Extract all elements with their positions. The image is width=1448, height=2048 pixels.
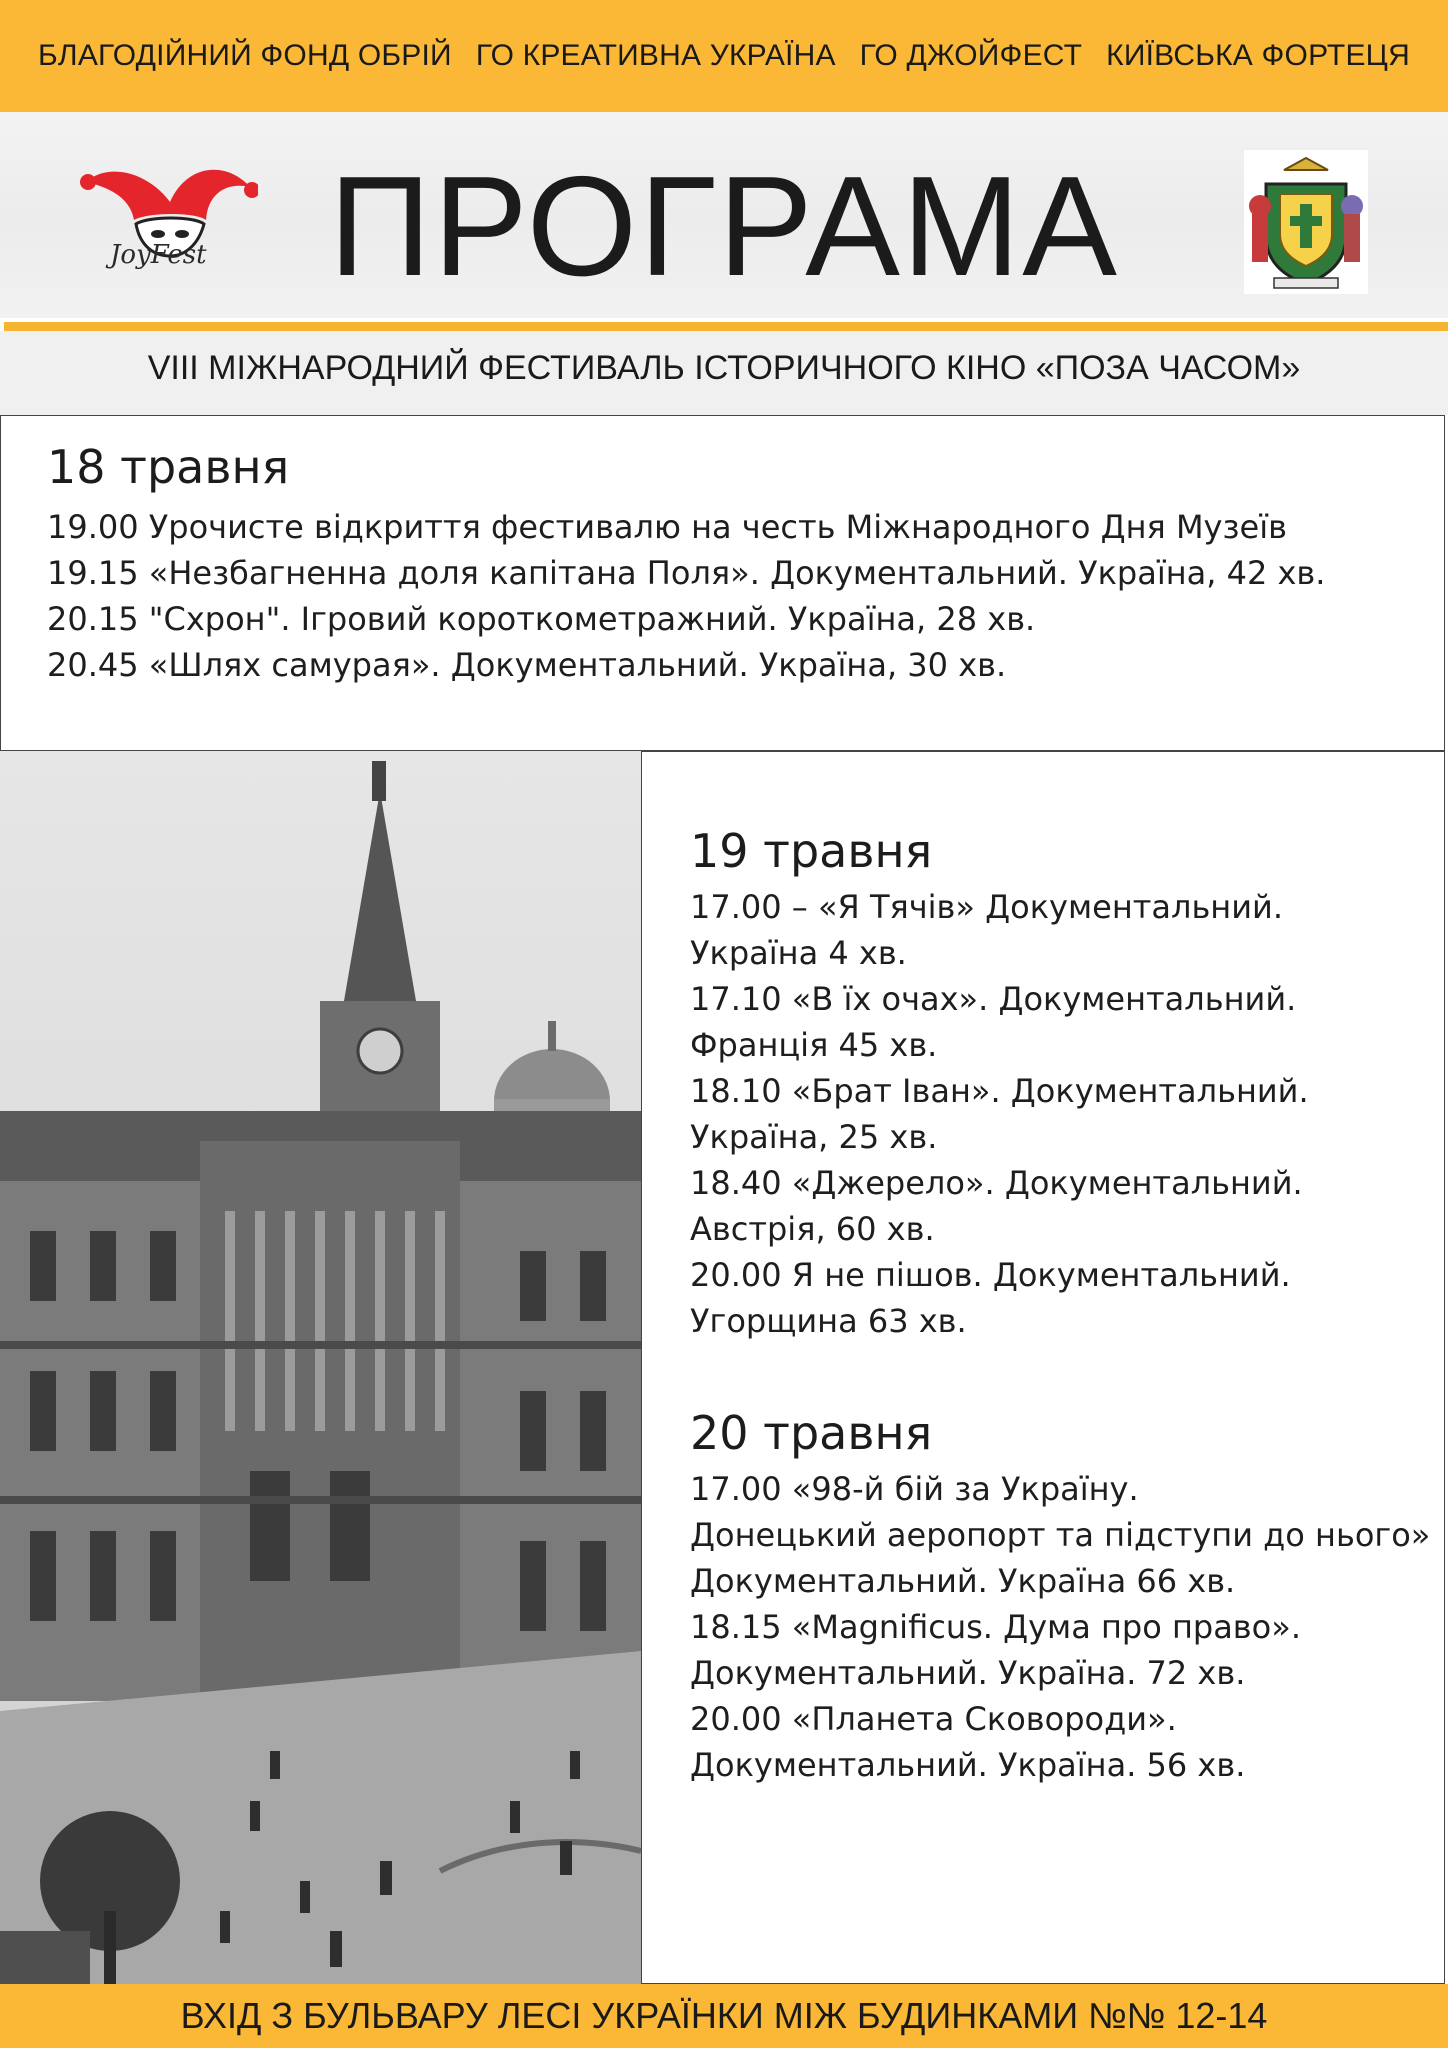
- historic-building-photo: [0, 751, 641, 1984]
- day-heading: 20 травня: [690, 1406, 933, 1460]
- event-line: 20.00 «Планета Сковороди».: [690, 1700, 1177, 1738]
- event-line: 18.10 «Брат Іван». Документальний.: [690, 1072, 1309, 1110]
- header: [0, 112, 1448, 318]
- org-joyfest: ГО ДЖОЙФЕСТ: [859, 39, 1083, 72]
- event-line: Україна, 25 хв.: [690, 1118, 938, 1156]
- event-list: [47, 504, 1325, 688]
- festival-subheader: [0, 331, 1448, 415]
- event-line: Франція 45 хв.: [690, 1026, 938, 1064]
- header-divider: [4, 322, 1448, 331]
- event-line: Документальний. Україна. 72 хв.: [690, 1654, 1246, 1692]
- event-line: Документальний. Україна 66 хв.: [690, 1562, 1236, 1600]
- event-line: 20.00 Я не пішов. Документальний.: [690, 1256, 1291, 1294]
- event-line: 20.15 "Схрон". Ігровий короткометражний. Україна, 28 хв.: [47, 600, 1036, 638]
- org-kyiv-fortress: КИЇВСЬКА ФОРТЕЦЯ: [1106, 39, 1410, 72]
- schedule-days-19-20: [641, 751, 1445, 1984]
- org-obriy: БЛАГОДІЙНИЙ ФОНД ОБРІЙ: [38, 39, 452, 72]
- event-line: 18.40 «Джерело». Документальний.: [690, 1164, 1303, 1202]
- page-title: ПРОГРАМА: [329, 147, 1119, 306]
- event-line: 17.00 – «Я Тячів» Документальний.: [690, 888, 1283, 926]
- coat-of-arms-icon: [1244, 150, 1368, 294]
- entrance-info-bar: [0, 1984, 1448, 2048]
- festival-subtitle: VIII МІЖНАРОДНИЙ ФЕСТИВАЛЬ ІСТОРИЧНОГО КІНО «ПОЗА ЧАСОМ»: [147, 349, 1301, 387]
- event-line: 19.00 Урочисте відкриття фестивалю на честь Міжнародного Дня Музеїв: [47, 508, 1287, 546]
- event-line: 17.10 «В їх очах». Документальний.: [690, 980, 1297, 1018]
- event-line: 17.00 «98-й бій за Україну.: [690, 1470, 1139, 1508]
- kyiv-fortress-crest: [1244, 150, 1368, 294]
- day-heading: 18 травня: [47, 440, 290, 494]
- entrance-info-text: ВХІД З БУЛЬВАРУ ЛЕСІ УКРАЇНКИ МІЖ БУДИНКАМИ №№ 12-14: [180, 1995, 1268, 2036]
- event-line: 19.15 «Незбагненна доля капітана Поля». Документальний. Україна, 42 хв.: [47, 554, 1326, 592]
- event-line: 20.45 «Шлях самурая». Документальний. Україна, 30 хв.: [47, 646, 1007, 684]
- org-creative-ukraine: ГО КРЕАТИВНА УКРАЇНА: [475, 39, 836, 72]
- event-line: Донецький аеропорт та підступи до нього»: [690, 1516, 1431, 1554]
- joyfest-logo-text: JoyFest: [110, 240, 207, 270]
- event-list: [690, 1466, 1430, 1788]
- event-line: Угорщина 63 хв.: [690, 1302, 967, 1340]
- event-list: [690, 884, 1309, 1344]
- event-line: Австрія, 60 хв.: [690, 1210, 935, 1248]
- event-line: Україна 4 хв.: [690, 934, 907, 972]
- event-line: Документальний. Україна. 56 хв.: [690, 1746, 1246, 1784]
- organizers-bar: [0, 0, 1448, 112]
- schedule-day-18: [0, 415, 1445, 751]
- event-line: 18.15 «Magnificus. Дума про право».: [690, 1608, 1301, 1646]
- day-heading: 19 травня: [690, 824, 933, 878]
